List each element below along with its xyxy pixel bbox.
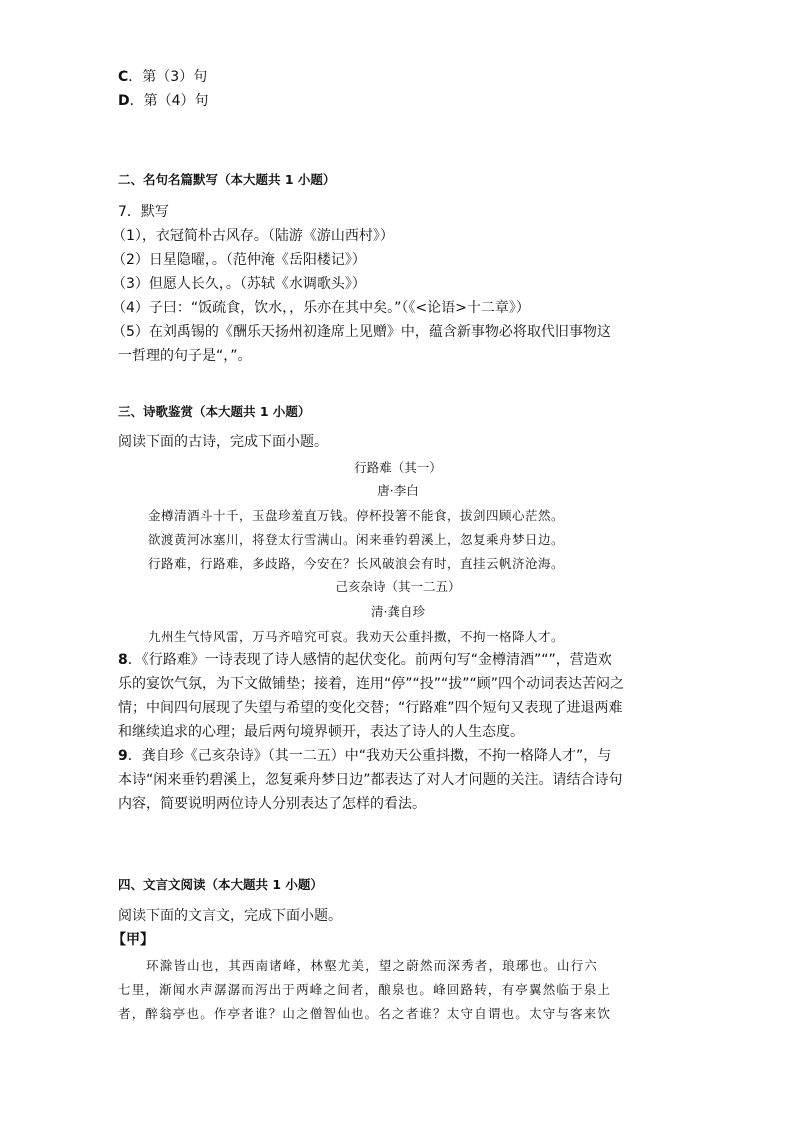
poem-line: 欲渡黄河冰塞川，将登太行雪满山。闲来垂钓碧溪上，忽复乘舟梦日边。: [148, 532, 565, 547]
question-text: ．《行路难》一诗表现了诗人感情的起伏变化。前两句写“金樽清酒”“”，营造欢: [127, 652, 612, 668]
question-7-title: [118, 200, 169, 224]
question-number: 9: [118, 748, 128, 764]
passage-line: 环滁皆山也，其西南诸峰，林壑尤美，望之蔚然而深秀者，琅琊也。山行六: [146, 958, 599, 973]
question-line: 内容，简要说明两位诗人分别表达了怎样的看法。: [118, 796, 426, 812]
classical-passage: [118, 954, 678, 1026]
question-line: 本诗“闲来垂钓碧溪上，忽复乘舟梦日边”都表达了对人才问题的关注。请结合诗句: [118, 772, 623, 788]
section-heading: 二、名句名篇默写（本大题共 1 小题）: [118, 172, 336, 187]
option-text: ．第（4）句: [129, 93, 209, 109]
section-heading: 四、文言文阅读（本大题共 1 小题）: [118, 877, 323, 892]
poem-title: 行路难（其一）: [354, 460, 442, 475]
poem-line: 行路难，行路难，多歧路，今安在？长风破浪会有时，直挂云帆济沧海。: [148, 556, 565, 571]
dictation-item: （1），衣冠简朴古风存。（陆游《游山西村》）: [112, 228, 394, 244]
dictation-item: （2）日星隐曜，。（范仲淹《岳阳楼记》）: [112, 252, 366, 268]
poem-line: 九州生气恃风雷，万马齐喑究可哀。我劝天公重抖擞，不拘一格降人才。: [148, 629, 565, 644]
section-intro: 阅读下面的古诗，完成下面小题。: [118, 434, 328, 450]
question-title: ．默写: [126, 204, 169, 220]
question-line: 乐的宴饮气氛，为下文做铺垫；接着，连用“停”“投”“拔”“顾”四个动词表达苦闷之: [118, 676, 625, 692]
question-text: ．龚自珍《己亥杂诗》（其一二五）中“我劝天公重抖擞，不拘一格降人才”，与: [127, 748, 612, 764]
question-line: 和继续追求的心理；最后两句境界顿开，表达了诗人的人生态度。: [118, 724, 524, 740]
passage-label: 【甲】: [112, 932, 154, 948]
poem-title: 己亥杂诗（其一二五）: [335, 579, 461, 594]
poem-author: 清·龚自珍: [371, 604, 425, 619]
dictation-item: （5）在刘禹锡的《酬乐天扬州初逢席上见赠》中，蕴含新事物必将取代旧事物这: [112, 324, 611, 340]
option-letter: D: [118, 93, 130, 109]
question-number: 7: [118, 204, 127, 220]
question-line: [118, 744, 678, 768]
section-intro: 阅读下面的文言文，完成下面小题。: [118, 908, 342, 924]
dictation-item: （3）但愿人长久，。（苏轼《水调歌头》）: [112, 276, 366, 292]
question-line: 情；中间四句展现了失望与希望的变化交替；“行路难”四个短句又表现了进退两难: [118, 700, 623, 716]
option-text: ．第（3）句: [128, 69, 208, 85]
question-8: [118, 648, 678, 744]
option-c: [118, 65, 207, 90]
dictation-item: （4）子曰：“饭疏食，饮水，，乐亦在其中矣。”（《<论语>十二章》）: [112, 300, 530, 316]
option-d: [118, 89, 209, 114]
option-letter: C: [118, 69, 129, 85]
question-number: 8: [118, 652, 128, 668]
passage-line: 七里，渐闻水声潺潺而泻出于两峰之间者，酿泉也。峰回路转，有亭翼然临于泉上: [118, 982, 612, 997]
question-9: [118, 744, 678, 816]
question-line: [118, 648, 678, 672]
section-heading: 三、诗歌鉴赏（本大题共 1 小题）: [118, 404, 311, 419]
passage-line: 者，醉翁亭也。作亭者谁？山之僧智仙也。名之者谁？太守自谓也。太守与客来饮: [118, 1006, 612, 1021]
dictation-item: 一哲理的句子是“，”。: [118, 348, 252, 364]
poem-line: 金樽清酒斗十千，玉盘珍羞直万钱。停杯投箸不能食，拔剑四顾心茫然。: [148, 508, 565, 523]
poem-author: 唐·李白: [377, 483, 419, 498]
